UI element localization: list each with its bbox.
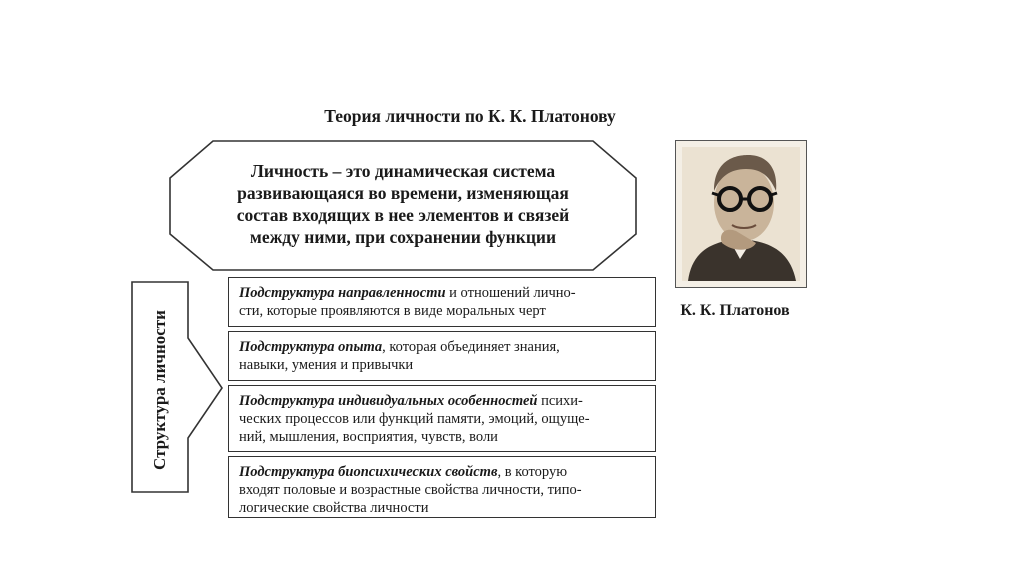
substructure-orientation	[228, 277, 656, 327]
substructure-text: сти, которые проявляются в виде моральных черт	[239, 303, 546, 319]
definition-line: развивающаяся во времени, изменяющая	[237, 183, 569, 203]
substructure-individual-features	[228, 385, 656, 452]
definition-octagon	[168, 140, 638, 272]
definition-line: между ними, при сохранении функции	[249, 227, 557, 247]
substructure-text: логические свойства личности	[239, 500, 429, 516]
definition-line: Личность – это динамическая система	[250, 161, 556, 181]
substructure-text: ний, мышления, восприятия, чувств, воли	[239, 429, 498, 445]
substructure-text: и отношений лично-	[445, 285, 576, 301]
portrait-photo	[675, 140, 807, 288]
definition-line: состав входящих в нее элементов и связей	[236, 205, 570, 225]
substructure-text: психи-	[537, 393, 583, 409]
substructure-text: , которая объединяет знания,	[382, 339, 560, 355]
diagram-title: Теория личности по К. К. Платонову	[324, 106, 616, 126]
portrait-image	[682, 147, 800, 281]
substructure-heading: Подструктура биопсихических свойств	[239, 464, 498, 480]
portrait-caption: К. К. Платонов	[680, 302, 790, 319]
substructure-heading: Подструктура опыта	[239, 339, 383, 355]
substructure-text: ческих процессов или функций памяти, эмоций, ощуще-	[239, 411, 590, 427]
structure-label: Структура личности	[150, 310, 169, 470]
substructure-biopsychic	[228, 456, 656, 518]
substructure-text: входят половые и возрастные свойства личности, типо-	[239, 482, 582, 498]
substructure-experience	[228, 331, 656, 381]
substructure-text: , в которую	[497, 464, 568, 480]
substructure-heading: Подструктура направленности	[239, 285, 446, 301]
substructure-heading: Подструктура индивидуальных особенностей	[239, 393, 538, 409]
definition-text	[168, 160, 638, 248]
substructure-text: навыки, умения и привычки	[239, 357, 414, 373]
